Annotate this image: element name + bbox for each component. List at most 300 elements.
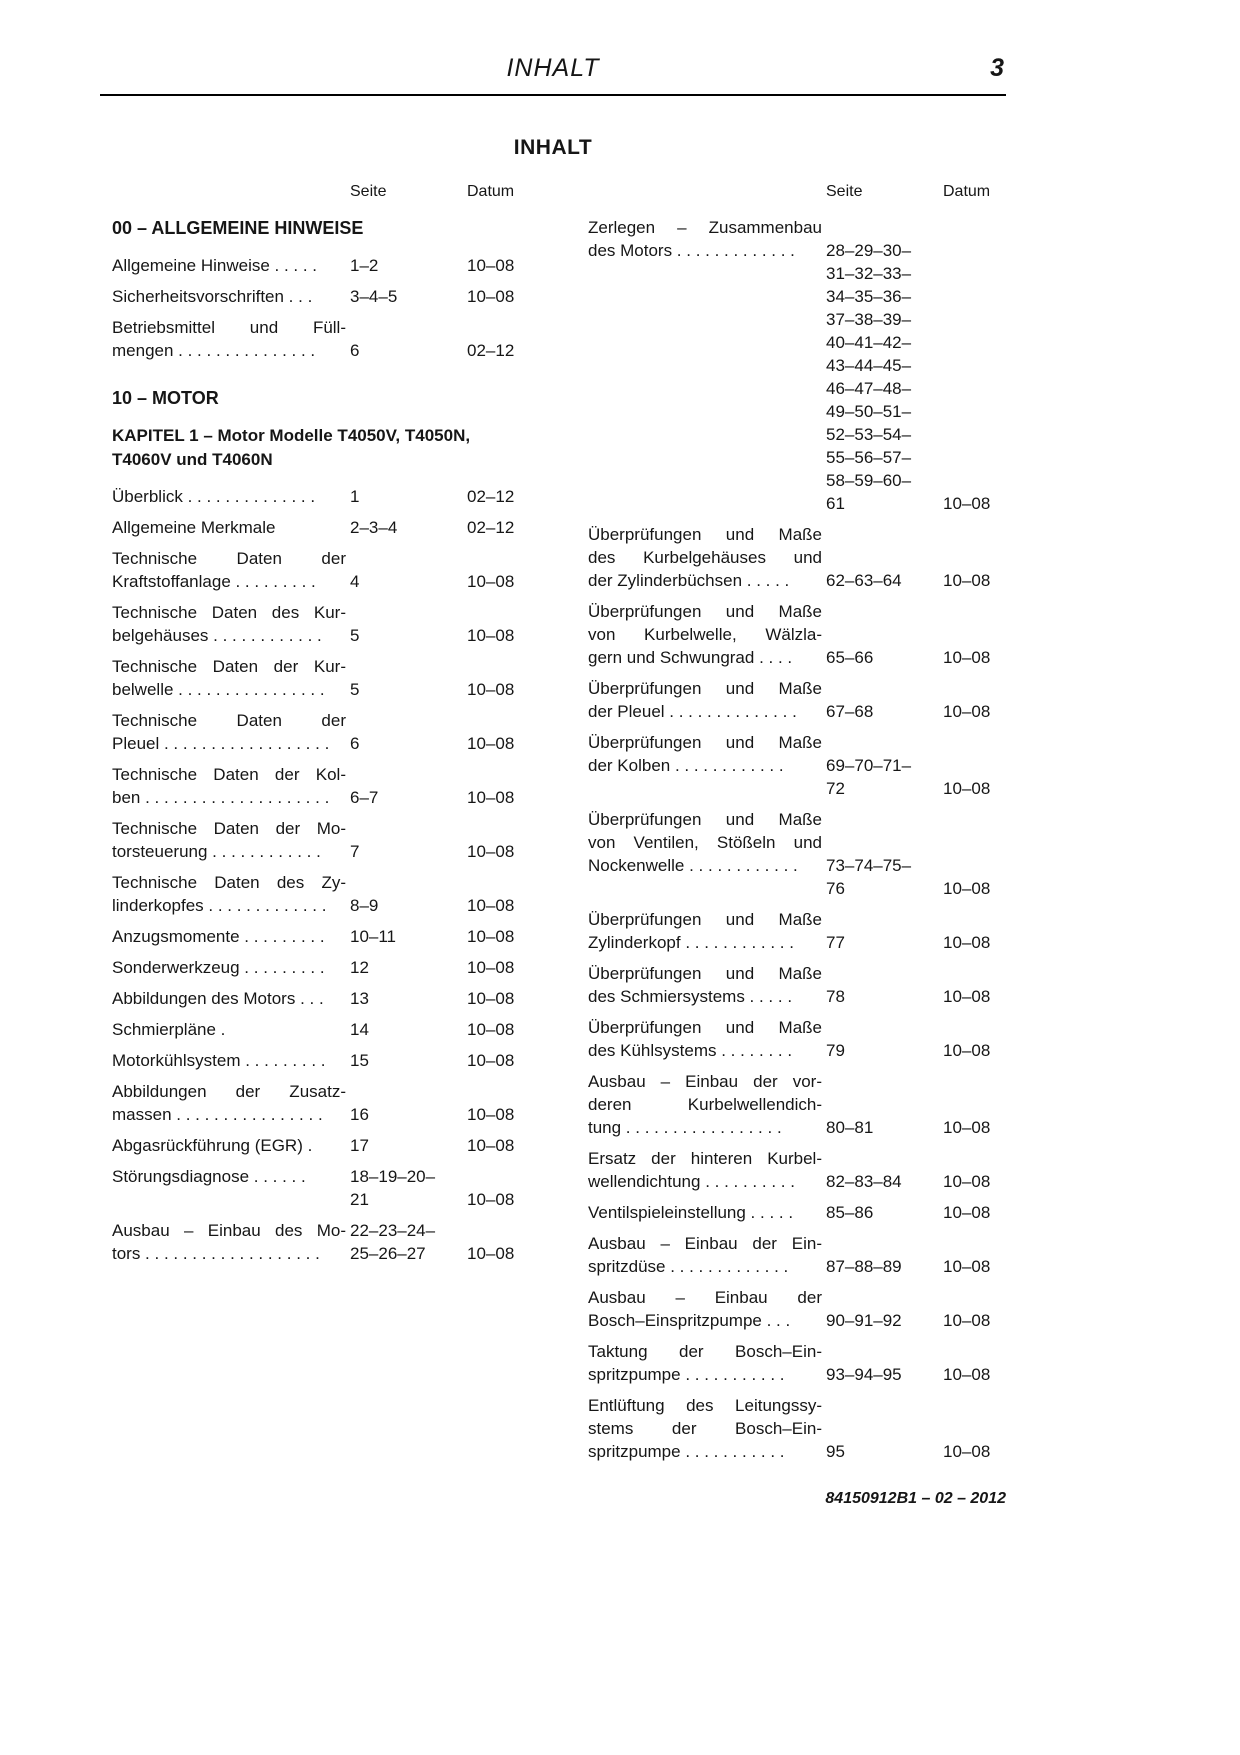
- toc-entry-row: [588, 469, 996, 492]
- toc-entry-row: [588, 962, 996, 985]
- toc-entry-row: [112, 316, 520, 339]
- entry-title: Ausbau – Einbau des Mo-: [112, 1221, 346, 1240]
- entry-datum: [467, 655, 520, 678]
- datum-column-header: Datum: [943, 183, 991, 200]
- toc-entry: [588, 1016, 996, 1062]
- toc-entry-row: [112, 1134, 520, 1157]
- toc-entry: [112, 987, 520, 1010]
- entry-pages: 34–35–36–: [826, 287, 912, 306]
- entry-datum: [943, 731, 996, 754]
- entry-pages: 3–4–5: [350, 287, 398, 306]
- entry-title: tung . . . . . . . . . . . . . . . . .: [588, 1118, 782, 1137]
- entry-pages: [826, 1070, 943, 1093]
- entry-datum: [943, 216, 996, 239]
- toc-entry-row: [588, 239, 996, 262]
- entry-pages: 77: [826, 933, 845, 952]
- entry-title: [588, 469, 826, 492]
- toc-entry-row: [588, 1255, 996, 1278]
- toc-entry: [588, 1286, 996, 1332]
- toc-entry-row: [588, 1417, 996, 1440]
- toc-entry-row: [588, 285, 996, 308]
- entry-datum: [467, 763, 520, 786]
- entry-title: Technische Daten der Kur-: [112, 657, 346, 676]
- entry-datum: 10–08: [943, 1257, 991, 1276]
- toc-entry: [588, 1070, 996, 1139]
- section-heading: [112, 386, 520, 411]
- toc-entry: [588, 962, 996, 1008]
- entry-datum: 10–08: [467, 572, 515, 591]
- toc-entry: [588, 1232, 996, 1278]
- entry-datum: 10–08: [943, 1041, 991, 1060]
- toc-entry-row: [588, 331, 996, 354]
- entry-pages: 82–83–84: [826, 1172, 902, 1191]
- entry-pages: [350, 316, 467, 339]
- entry-pages: 46–47–48–: [826, 379, 912, 398]
- entry-pages: 69–70–71–: [826, 756, 912, 775]
- entry-pages: 1–2: [350, 256, 379, 275]
- entry-datum: [467, 1080, 520, 1103]
- toc-entry-row: [112, 817, 520, 840]
- toc-entry: [588, 600, 996, 669]
- entry-title: Schmierpläne .: [112, 1020, 226, 1039]
- toc-entry: [588, 1147, 996, 1193]
- entry-title: Ausbau – Einbau der Ein-: [588, 1234, 822, 1253]
- toc-entry-row: [112, 485, 520, 508]
- toc-entry-row: [588, 831, 996, 854]
- entry-datum: [467, 547, 520, 570]
- entry-title: Sicherheitsvorschriften . . .: [112, 287, 313, 306]
- toc-entry-row: [112, 1018, 520, 1041]
- entry-datum: 10–08: [467, 287, 515, 306]
- toc-entry-row: [588, 1394, 996, 1417]
- entry-datum: [943, 962, 996, 985]
- entry-datum: 10–08: [467, 1020, 515, 1039]
- toc-entry: [112, 547, 520, 593]
- entry-title: [588, 377, 826, 400]
- toc-entry-row: [112, 516, 520, 539]
- entry-title: Motorkühlsystem . . . . . . . . .: [112, 1051, 326, 1070]
- entry-datum: 10–08: [943, 1442, 991, 1461]
- entry-title: spritzdüse . . . . . . . . . . . . .: [588, 1257, 789, 1276]
- entry-title: Sonderwerkzeug . . . . . . . . .: [112, 958, 325, 977]
- entry-pages: 17: [350, 1136, 369, 1155]
- toc-entry-row: [112, 732, 520, 755]
- toc-entry-row: [588, 931, 996, 954]
- toc-entry: [112, 1049, 520, 1072]
- entry-datum: 10–08: [943, 648, 991, 667]
- entry-datum: [467, 601, 520, 624]
- entry-pages: [350, 601, 467, 624]
- entry-datum: [943, 377, 996, 400]
- entry-pages: 73–74–75–: [826, 856, 912, 875]
- entry-datum: [943, 400, 996, 423]
- toc-entry-row: [588, 700, 996, 723]
- entry-pages: 22–23–24–: [350, 1221, 436, 1240]
- entry-datum: [943, 854, 996, 877]
- entry-datum: 10–08: [467, 989, 515, 1008]
- entry-datum: [943, 1340, 996, 1363]
- toc-entry-row: [588, 877, 996, 900]
- toc-entry: [112, 1134, 520, 1157]
- entry-title: Ventilspieleinstellung . . . . .: [588, 1203, 794, 1222]
- entry-pages: 76: [826, 879, 845, 898]
- entry-title: Überprüfungen und Maße: [588, 810, 822, 829]
- entry-title: gern und Schwungrad . . . .: [588, 648, 793, 667]
- chapter-heading: [112, 424, 520, 472]
- entry-title: Abgasrückführung (EGR) .: [112, 1136, 313, 1155]
- entry-pages: 5: [350, 626, 360, 645]
- toc-entry-row: [112, 956, 520, 979]
- entry-title: Technische Daten der Kol-: [112, 765, 346, 784]
- toc-entry: [112, 655, 520, 701]
- entry-title: Kraftstoffanlage . . . . . . . . .: [112, 572, 316, 591]
- toc-entry-row: [588, 908, 996, 931]
- toc-entry: [112, 285, 520, 308]
- entry-title: [588, 492, 826, 515]
- entry-title: Nockenwelle . . . . . . . . . . . .: [588, 856, 798, 875]
- entry-datum: 10–08: [943, 1311, 991, 1330]
- toc-entry-row: [112, 925, 520, 948]
- column-headers-right: [588, 182, 996, 202]
- toc-entry: [112, 516, 520, 539]
- entry-datum: [943, 831, 996, 854]
- entry-datum: 10–08: [467, 626, 515, 645]
- toc-entry-row: [112, 709, 520, 732]
- entry-pages: 58–59–60–: [826, 471, 912, 490]
- toc-entry-row: [588, 1093, 996, 1116]
- entry-datum: 10–08: [467, 927, 515, 946]
- entry-title: [588, 331, 826, 354]
- entry-pages: 93–94–95: [826, 1365, 902, 1384]
- entry-pages: [826, 523, 943, 546]
- entry-title: Überprüfungen und Maße: [588, 964, 822, 983]
- toc-entry: [112, 254, 520, 277]
- entry-title: deren Kurbelwellendich-: [588, 1095, 822, 1114]
- toc-entry-row: [588, 1232, 996, 1255]
- entry-title: [112, 1188, 350, 1211]
- toc-entry: [112, 763, 520, 809]
- toc-entry-row: [588, 1070, 996, 1093]
- entry-title: [588, 262, 826, 285]
- entry-datum: 10–08: [467, 1051, 515, 1070]
- entry-datum: 10–08: [943, 779, 991, 798]
- toc-entry: [588, 677, 996, 723]
- entry-title: Entlüftung des Leitungssy-: [588, 1396, 822, 1415]
- entry-datum: [943, 1016, 996, 1039]
- toc-entry-row: [112, 1219, 520, 1242]
- entry-pages: 4: [350, 572, 360, 591]
- toc-entry-row: [588, 731, 996, 754]
- entry-datum: 02–12: [467, 518, 515, 537]
- toc-entry-row: [588, 1116, 996, 1139]
- toc-entry: [112, 709, 520, 755]
- entry-title: der Pleuel . . . . . . . . . . . . . .: [588, 702, 797, 721]
- seite-column-header: Seite: [826, 183, 863, 200]
- entry-title: Technische Daten der: [112, 549, 346, 568]
- entry-title: der Zylinderbüchsen . . . . .: [588, 571, 790, 590]
- entry-title: Ausbau – Einbau der: [588, 1288, 822, 1307]
- toc-entry: [588, 908, 996, 954]
- toc-entry-row: [588, 523, 996, 546]
- heading-line: KAPITEL 1 – Motor Modelle T4050V, T4050N,: [112, 426, 471, 445]
- entry-pages: 1: [350, 487, 360, 506]
- entry-pages: [826, 731, 943, 754]
- entry-datum: 10–08: [467, 896, 515, 915]
- toc-entry: [112, 925, 520, 948]
- entry-title: Überprüfungen und Maße: [588, 679, 822, 698]
- entry-title: Ersatz der hinteren Kurbel-: [588, 1149, 822, 1168]
- entry-title: von Ventilen, Stößeln und: [588, 833, 822, 852]
- entry-title: Taktung der Bosch–Ein-: [588, 1342, 822, 1361]
- entry-pages: 16: [350, 1105, 369, 1124]
- toc-entry-row: [588, 308, 996, 331]
- entry-title: belwelle . . . . . . . . . . . . . . . .: [112, 680, 325, 699]
- entry-title: [588, 777, 826, 800]
- toc-columns: [112, 182, 996, 1471]
- entry-title: Technische Daten der Mo-: [112, 819, 346, 838]
- entry-pages: 5: [350, 680, 360, 699]
- entry-datum: [943, 1286, 996, 1309]
- toc-entry-row: [588, 646, 996, 669]
- toc-entry-row: [588, 1286, 996, 1309]
- entry-pages: [826, 1093, 943, 1116]
- entry-datum: 10–08: [467, 256, 515, 275]
- entry-title: torsteuerung . . . . . . . . . . . .: [112, 842, 321, 861]
- entry-datum: 10–08: [467, 842, 515, 861]
- toc-entry-row: [588, 400, 996, 423]
- entry-pages: [826, 808, 943, 831]
- header-rule: [100, 94, 1006, 96]
- toc-entry-row: [588, 985, 996, 1008]
- toc-entry: [112, 871, 520, 917]
- entry-title: Überblick . . . . . . . . . . . . . .: [112, 487, 316, 506]
- entry-pages: 18–19–20–: [350, 1167, 436, 1186]
- entry-pages: 31–32–33–: [826, 264, 912, 283]
- entry-title: Ausbau – Einbau der vor-: [588, 1072, 822, 1091]
- entry-datum: [943, 1417, 996, 1440]
- entry-title: stems der Bosch–Ein-: [588, 1419, 822, 1438]
- entry-title: mengen . . . . . . . . . . . . . . .: [112, 341, 316, 360]
- entry-pages: 65–66: [826, 648, 874, 667]
- entry-pages: 49–50–51–: [826, 402, 912, 421]
- toc-entry-row: [112, 601, 520, 624]
- entry-title: Überprüfungen und Maße: [588, 525, 822, 544]
- entry-pages: 8–9: [350, 896, 379, 915]
- entry-datum: [943, 754, 996, 777]
- toc-entry: [588, 1340, 996, 1386]
- toc-entry: [588, 1394, 996, 1463]
- entry-pages: 6–7: [350, 788, 379, 807]
- toc-entry-row: [112, 547, 520, 570]
- entry-pages: 90–91–92: [826, 1311, 902, 1330]
- entry-datum: 02–12: [467, 341, 515, 360]
- toc-entry-row: [112, 987, 520, 1010]
- toc-entry-row: [588, 1016, 996, 1039]
- entry-title: tors . . . . . . . . . . . . . . . . . . .: [112, 1244, 320, 1263]
- toc-entry: [588, 731, 996, 800]
- entry-datum: [943, 808, 996, 831]
- toc-entry-row: [588, 1039, 996, 1062]
- entry-pages: 62–63–64: [826, 571, 902, 590]
- entry-datum: [943, 423, 996, 446]
- entry-datum: 10–08: [467, 680, 515, 699]
- entry-pages: [826, 677, 943, 700]
- entry-datum: [467, 1165, 520, 1188]
- entry-title: von Kurbelwelle, Wälzla-: [588, 625, 822, 644]
- entry-pages: 79: [826, 1041, 845, 1060]
- entry-datum: 02–12: [467, 487, 515, 506]
- entry-pages: 80–81: [826, 1118, 874, 1137]
- entry-datum: 10–08: [943, 933, 991, 952]
- toc-entry-row: [588, 677, 996, 700]
- entry-pages: 14: [350, 1020, 369, 1039]
- section-heading: [112, 216, 520, 241]
- toc-entry-row: [112, 786, 520, 809]
- toc-entry-row: [588, 216, 996, 239]
- toc-entry-row: [112, 339, 520, 362]
- entry-datum: [943, 1093, 996, 1116]
- entry-pages: [826, 962, 943, 985]
- toc-entry-row: [112, 570, 520, 593]
- entry-datum: [943, 546, 996, 569]
- entry-pages: [826, 546, 943, 569]
- entry-title: Überprüfungen und Maße: [588, 1018, 822, 1037]
- page-number: 3: [990, 54, 1004, 82]
- toc-entry: [112, 1080, 520, 1126]
- toc-column-right: [588, 182, 996, 1471]
- toc-entry-row: [112, 1103, 520, 1126]
- entry-pages: 28–29–30–: [826, 241, 912, 260]
- entry-title: der Kolben . . . . . . . . . . . .: [588, 756, 784, 775]
- entry-datum: [943, 523, 996, 546]
- entry-title: Abbildungen des Motors . . .: [112, 989, 324, 1008]
- toc-entry-row: [588, 1440, 996, 1463]
- entry-title: Störungsdiagnose . . . . . .: [112, 1167, 306, 1186]
- entry-pages: 61: [826, 494, 845, 513]
- entry-title: Überprüfungen und Maße: [588, 910, 822, 929]
- entry-datum: 10–08: [943, 879, 991, 898]
- entry-pages: [826, 600, 943, 623]
- toc-entry-row: [588, 808, 996, 831]
- entry-title: Anzugsmomente . . . . . . . . .: [112, 927, 325, 946]
- entry-title: Abbildungen der Zusatz-: [112, 1082, 346, 1101]
- toc-entry-row: [112, 894, 520, 917]
- toc-entry-row: [588, 1309, 996, 1332]
- toc-entry: [112, 1018, 520, 1041]
- entry-title: Bosch–Einspritzpumpe . . .: [588, 1311, 791, 1330]
- entry-pages: 85–86: [826, 1203, 874, 1222]
- entry-pages: [826, 831, 943, 854]
- toc-entry-row: [588, 754, 996, 777]
- toc-entry-row: [112, 840, 520, 863]
- entry-pages: 72: [826, 779, 845, 798]
- entry-datum: 10–08: [467, 958, 515, 977]
- entry-title: Überprüfungen und Maße: [588, 733, 822, 752]
- entry-title: Zylinderkopf . . . . . . . . . . . .: [588, 933, 794, 952]
- entry-pages: 6: [350, 734, 360, 753]
- entry-datum: 10–08: [943, 1172, 991, 1191]
- entry-datum: 10–08: [467, 1105, 515, 1124]
- toc-entry-row: [112, 624, 520, 647]
- entry-datum: [467, 817, 520, 840]
- entry-pages: [350, 763, 467, 786]
- toc-entry: [112, 1219, 520, 1265]
- toc-entry-row: [112, 1165, 520, 1188]
- toc-entry-row: [112, 254, 520, 277]
- entry-pages: [826, 1394, 943, 1417]
- entry-title: Technische Daten der: [112, 711, 346, 730]
- entry-pages: [826, 1232, 943, 1255]
- entry-title: des Kühlsystems . . . . . . . .: [588, 1041, 793, 1060]
- entry-title: Allgemeine Hinweise . . . . .: [112, 256, 318, 275]
- entry-datum: 10–08: [467, 1244, 515, 1263]
- toc-entry-row: [112, 1242, 520, 1265]
- toc-blocks-left: [112, 216, 520, 1265]
- entry-pages: [826, 1016, 943, 1039]
- entry-title: spritzpumpe . . . . . . . . . . .: [588, 1442, 785, 1461]
- entry-title: belgehäuses . . . . . . . . . . . .: [112, 626, 322, 645]
- toc-entry-row: [588, 377, 996, 400]
- toc-entry: [112, 316, 520, 362]
- toc-entry-row: [588, 262, 996, 285]
- toc-entry: [588, 216, 996, 515]
- entry-title: [588, 354, 826, 377]
- toc-entry-row: [112, 1188, 520, 1211]
- entry-pages: 6: [350, 341, 360, 360]
- toc-entry-row: [588, 492, 996, 515]
- entry-datum: [943, 469, 996, 492]
- entry-title: des Kurbelgehäuses und: [588, 548, 822, 567]
- toc-entry-row: [588, 1201, 996, 1224]
- toc-entry: [112, 601, 520, 647]
- entry-pages: [350, 547, 467, 570]
- entry-datum: [943, 239, 996, 262]
- entry-datum: 10–08: [943, 1118, 991, 1137]
- entry-datum: [943, 446, 996, 469]
- toc-entry-row: [588, 777, 996, 800]
- entry-pages: 21: [350, 1190, 369, 1209]
- entry-datum: [943, 308, 996, 331]
- entry-pages: [350, 709, 467, 732]
- entry-pages: 7: [350, 842, 360, 861]
- entry-datum: [943, 1394, 996, 1417]
- toc-entry-row: [588, 854, 996, 877]
- heading-line: 00 – ALLGEMEINE HINWEISE: [112, 218, 364, 238]
- entry-pages: 55–56–57–: [826, 448, 912, 467]
- entry-datum: 10–08: [943, 702, 991, 721]
- toc-entry: [588, 523, 996, 592]
- entry-datum: [467, 709, 520, 732]
- toc-entry-row: [588, 446, 996, 469]
- toc-entry: [112, 1165, 520, 1211]
- toc-entry-row: [588, 1170, 996, 1193]
- entry-datum: [467, 871, 520, 894]
- entry-datum: 10–08: [467, 1136, 515, 1155]
- entry-title: Überprüfungen und Maße: [588, 602, 822, 621]
- entry-title: Zerlegen – Zusammenbau: [588, 218, 822, 237]
- heading-line: 10 – MOTOR: [112, 388, 219, 408]
- entry-pages: 40–41–42–: [826, 333, 912, 352]
- entry-title: [588, 285, 826, 308]
- entry-title: [588, 423, 826, 446]
- page-header: [100, 54, 1006, 88]
- toc-entry: [112, 817, 520, 863]
- entry-pages: [826, 623, 943, 646]
- entry-title: Allgemeine Merkmale: [112, 518, 276, 537]
- entry-pages: 13: [350, 989, 369, 1008]
- entry-datum: 10–08: [943, 987, 991, 1006]
- entry-title: ben . . . . . . . . . . . . . . . . . . . .: [112, 788, 330, 807]
